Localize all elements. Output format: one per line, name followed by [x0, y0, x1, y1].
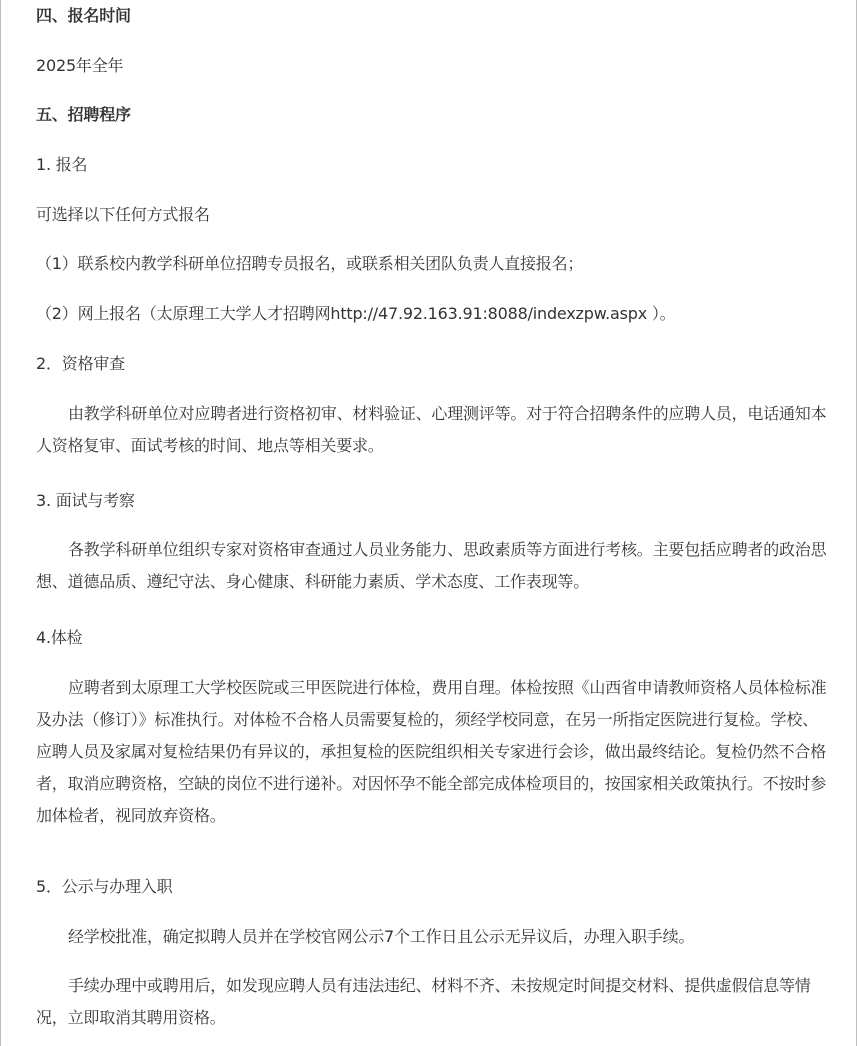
step-1-title: 1. 报名 [36, 155, 88, 174]
step-1-option-2: （2）网上报名（太原理工大学人才招聘网http://47.92.163.91:8088/indexzpw.aspx ）。 [36, 304, 676, 323]
section-4-text: 2025年全年 [36, 56, 124, 75]
step-3-text: 各教学科研单位组织专家对资格审查通过人员业务能力、思政素质等方面进行考核。主要包括应聘者的政治思想、道德品质、遵纪守法、身心健康、科研能力素质、学术态度、工作表现等。 [36, 540, 827, 591]
section-4-heading: 四、报名时间 [36, 6, 131, 25]
step-2-title: 2．资格审查 [36, 354, 125, 373]
step-2-text: 由教学科研单位对应聘者进行资格初审、材料验证、心理测评等。对于符合招聘条件的应聘人员，电话通知本人资格复审、面试考核的时间、地点等相关要求。 [36, 404, 827, 455]
step-3-title: 3. 面试与考察 [36, 491, 135, 510]
step-4-title: 4.体检 [36, 628, 83, 647]
step-5-text-1: 经学校批准，确定拟聘人员并在学校官网公示7个工作日且公示无异议后，办理入职手续。 [68, 927, 695, 946]
step-1-option-1: （1）联系校内教学科研单位招聘专员报名，或联系相关团队负责人直接报名； [36, 254, 584, 273]
step-4-text: 应聘者到太原理工大学校医院或三甲医院进行体检，费用自理。体检按照《山西省申请教师资格人员体检标准及办法（修订）》标准执行。对体检不合格人员需要复检的，须经学校同意，在另一所指定医院进行复检。学校、应聘人员及家属对复检结果仍有异议的，承担复检的医院组织相关专家进行会诊，做出最终结论。复检仍然不合格者，取消应聘资格，空缺的岗位不进行递补。对因怀孕不能全部完成体检项目的，按国家相关政策执行。不按时参加体检者，视同放弃资格。 [36, 678, 827, 825]
step-5-title: 5．公示与办理入职 [36, 877, 173, 896]
step-1-text: 可选择以下任何方式报名 [36, 205, 210, 224]
section-5-heading: 五、招聘程序 [36, 105, 131, 124]
step-5-text-2: 手续办理中或聘用后，如发现应聘人员有违法违纪、材料不齐、未按规定时间提交材料、提供虚假信息等情况，立即取消其聘用资格。 [36, 976, 811, 1027]
